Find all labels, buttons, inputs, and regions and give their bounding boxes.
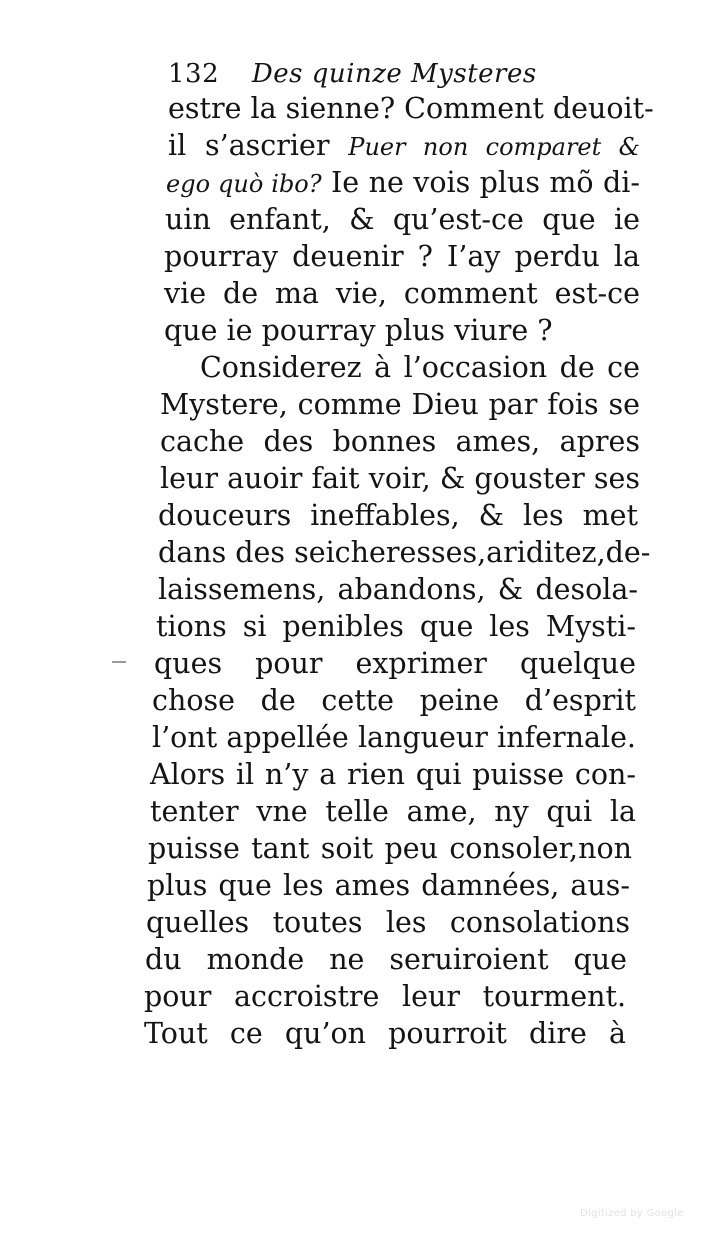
text-line: vie de ma vie, comment est-ce (164, 277, 640, 310)
text-line: Considerez à l’occasion de ce (200, 351, 640, 384)
text-line: pour accroistre leur tourment. (144, 980, 626, 1013)
text-line: ques pour exprimer quelque (154, 647, 636, 680)
text-line (168, 127, 640, 165)
text-line: chose de cette peine d’esprit (152, 684, 636, 717)
text-line: cache des bonnes ames, apres (160, 425, 640, 458)
margin-mark (112, 661, 126, 663)
text-line: dans des seicheresses,ariditez,de- (158, 536, 651, 569)
text-line: leur auoir fait voir, & gouster ses (160, 462, 640, 495)
text-line: uin enfant, & qu’est-ce que ie (165, 203, 640, 236)
text-segment: Ie ne vois plus mõ di- (331, 166, 640, 199)
latin-quote: ego quò ibo? (166, 170, 322, 198)
text-line: Alors il n’y a rien qui puisse con- (150, 758, 636, 791)
text-line: Tout ce qu’on pourroit dire à (144, 1017, 626, 1050)
text-line: tions si penibles que les Mysti- (156, 610, 636, 643)
text-line: douceurs ineffables, & les met (158, 499, 638, 532)
text-line: du monde ne seruiroient que (145, 943, 627, 976)
page-number: 132 (168, 59, 220, 89)
text-line: tenter vne telle ame, ny qui la (150, 795, 636, 828)
text-line: pourray deuenir ? I’ay perdu la (164, 240, 640, 273)
text-line: quelles toutes les consolations (146, 906, 630, 939)
text-line: que ie pourray plus viure ? (164, 314, 553, 347)
text-line: estre la sienne? Comment deuoit- (168, 92, 654, 125)
text-line: laissemens, abandons, & desola- (158, 573, 638, 606)
latin-quote: Puer non comparet & (348, 133, 640, 161)
text-line: Mystere, comme Dieu par fois se (160, 388, 640, 421)
running-header (168, 58, 537, 90)
text-line: plus que les ames damnées, aus- (147, 869, 630, 902)
text-line: l’ont appellée langueur infernale. (152, 721, 636, 754)
text-line (166, 164, 640, 202)
text-line: puisse tant soit peu consoler,non (148, 832, 632, 865)
digitization-watermark: Digitized by Google (580, 1208, 684, 1219)
text-segment: il s’ascrier (168, 129, 330, 162)
running-title: Des quinze Mysteres (251, 59, 537, 89)
